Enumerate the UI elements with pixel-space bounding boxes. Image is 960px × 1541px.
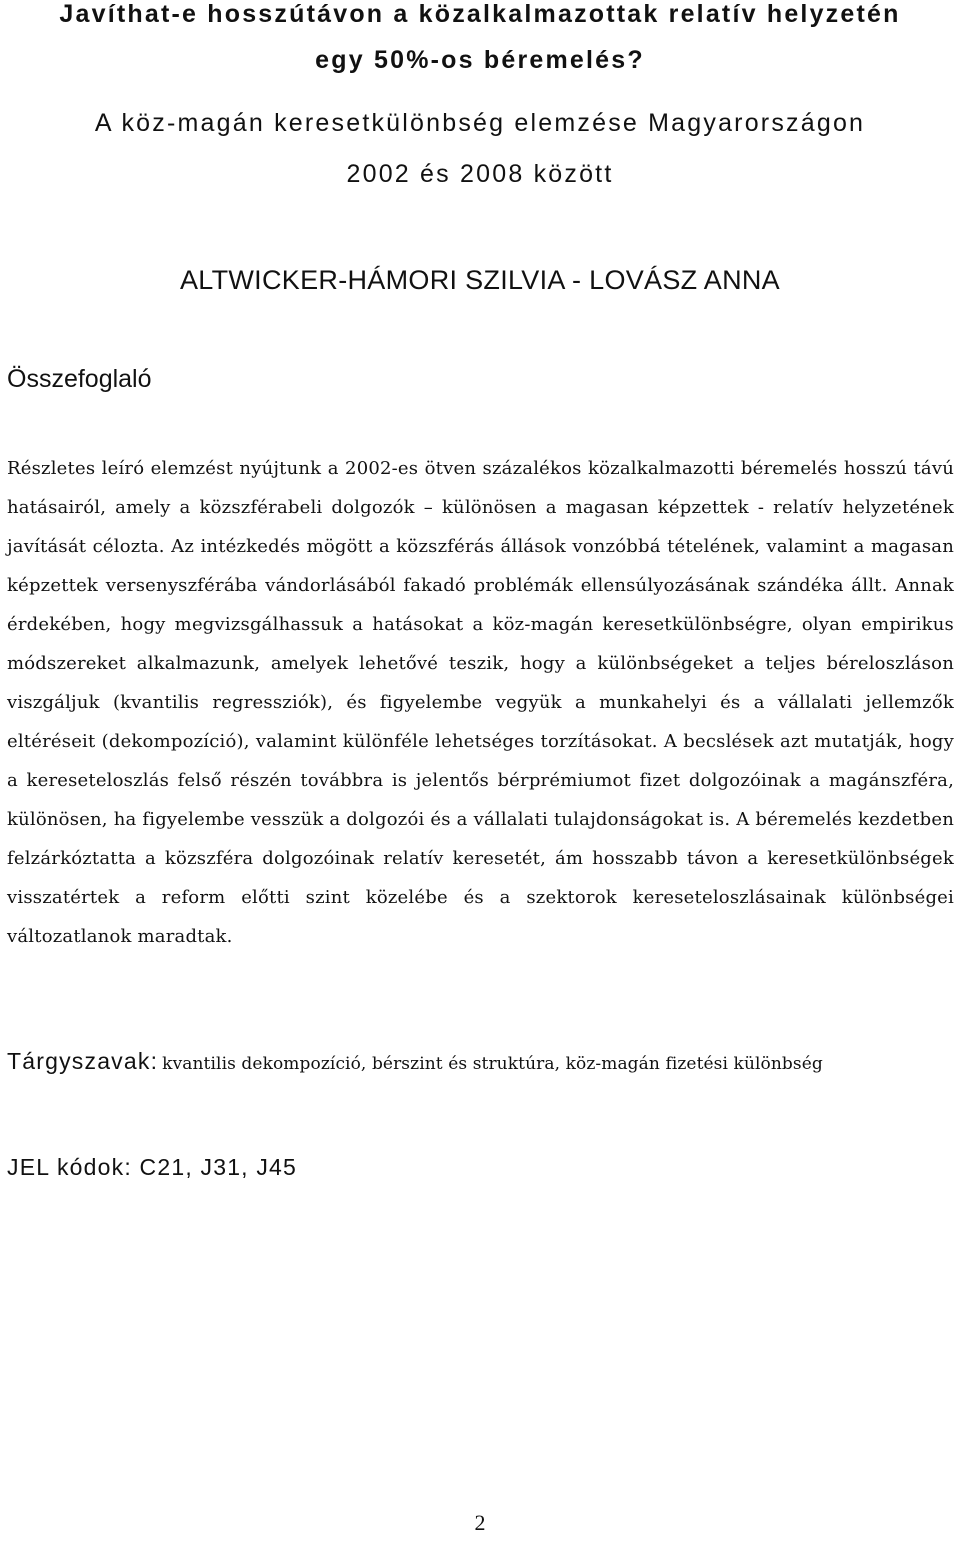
- subtitle-line-1: A köz-magán keresetkülönbség elemzése Magyarországon: [94, 109, 866, 137]
- page-number: 2: [474, 1510, 486, 1535]
- keywords-text: kvantilis dekompozíció, bérszint és struktúra, köz-magán fizetési különbség: [162, 1054, 823, 1074]
- jel-codes: JEL kódok: C21, J31, J45: [7, 1154, 298, 1180]
- keywords-label: Tárgyszavak:: [7, 1048, 159, 1074]
- summary-heading: Összefoglaló: [7, 365, 152, 393]
- keywords-line: [7, 1041, 957, 1085]
- subtitle-line-2: 2002 és 2008 között: [346, 160, 614, 188]
- title-line-2: egy 50%-os béremelés?: [315, 46, 645, 74]
- title-line-1: Javíthat-e hosszútávon a közalkalmazottak relatív helyzetén: [59, 0, 901, 28]
- authors: ALTWICKER-HÁMORI SZILVIA - LOVÁSZ ANNA: [179, 265, 780, 295]
- abstract-paragraph: Részletes leíró elemzést nyújtunk a 2002-es ötven százalékos közalkalmazotti béremelés hosszú távú hatásairól, amely a közszférabeli dolgozók – különösen a magasan képzettek - relatív helyzetének javítását célozta. Az intézkedés mögött a közszférás állások vonzóbbá tételének, valamint a magasan képzettek versenyszférába vándorlásából fakadó problémák ellensúlyozásának szándéka állt. Annak érdekében, hogy megvizsgálhassuk a hatásokat a köz-magán keresetkülönbségre, olyan empirikus módszereket alkalmazunk, amelyek lehetővé teszik, hogy a különbségeket a teljes béreloszláson viszgáljuk (kvantilis regressziók), és figyelembe vegyük a munkahelyi és a vállalati jellemzők eltéréseit (dekompozíció), valamint különféle lehetséges torzításokat. A becslések azt mutatják, hogy a kereseteloszlás felső részén továbbra is jelentős bérprémiumot fizet dolgozóinak a magánszféra, különösen, ha figyelembe vesszük a dolgozói és a vállalati tulajdonságokat is. A béremelés kezdetben felzárkóztatta a közszféra dolgozóinak relatív keresetét, ám hosszabb távon a keresetkülönbségek visszatértek a reform előtti szint közelébe és a szektorok kereseteloszlásainak különbségei változatlanok maradtak.: [7, 458, 954, 947]
